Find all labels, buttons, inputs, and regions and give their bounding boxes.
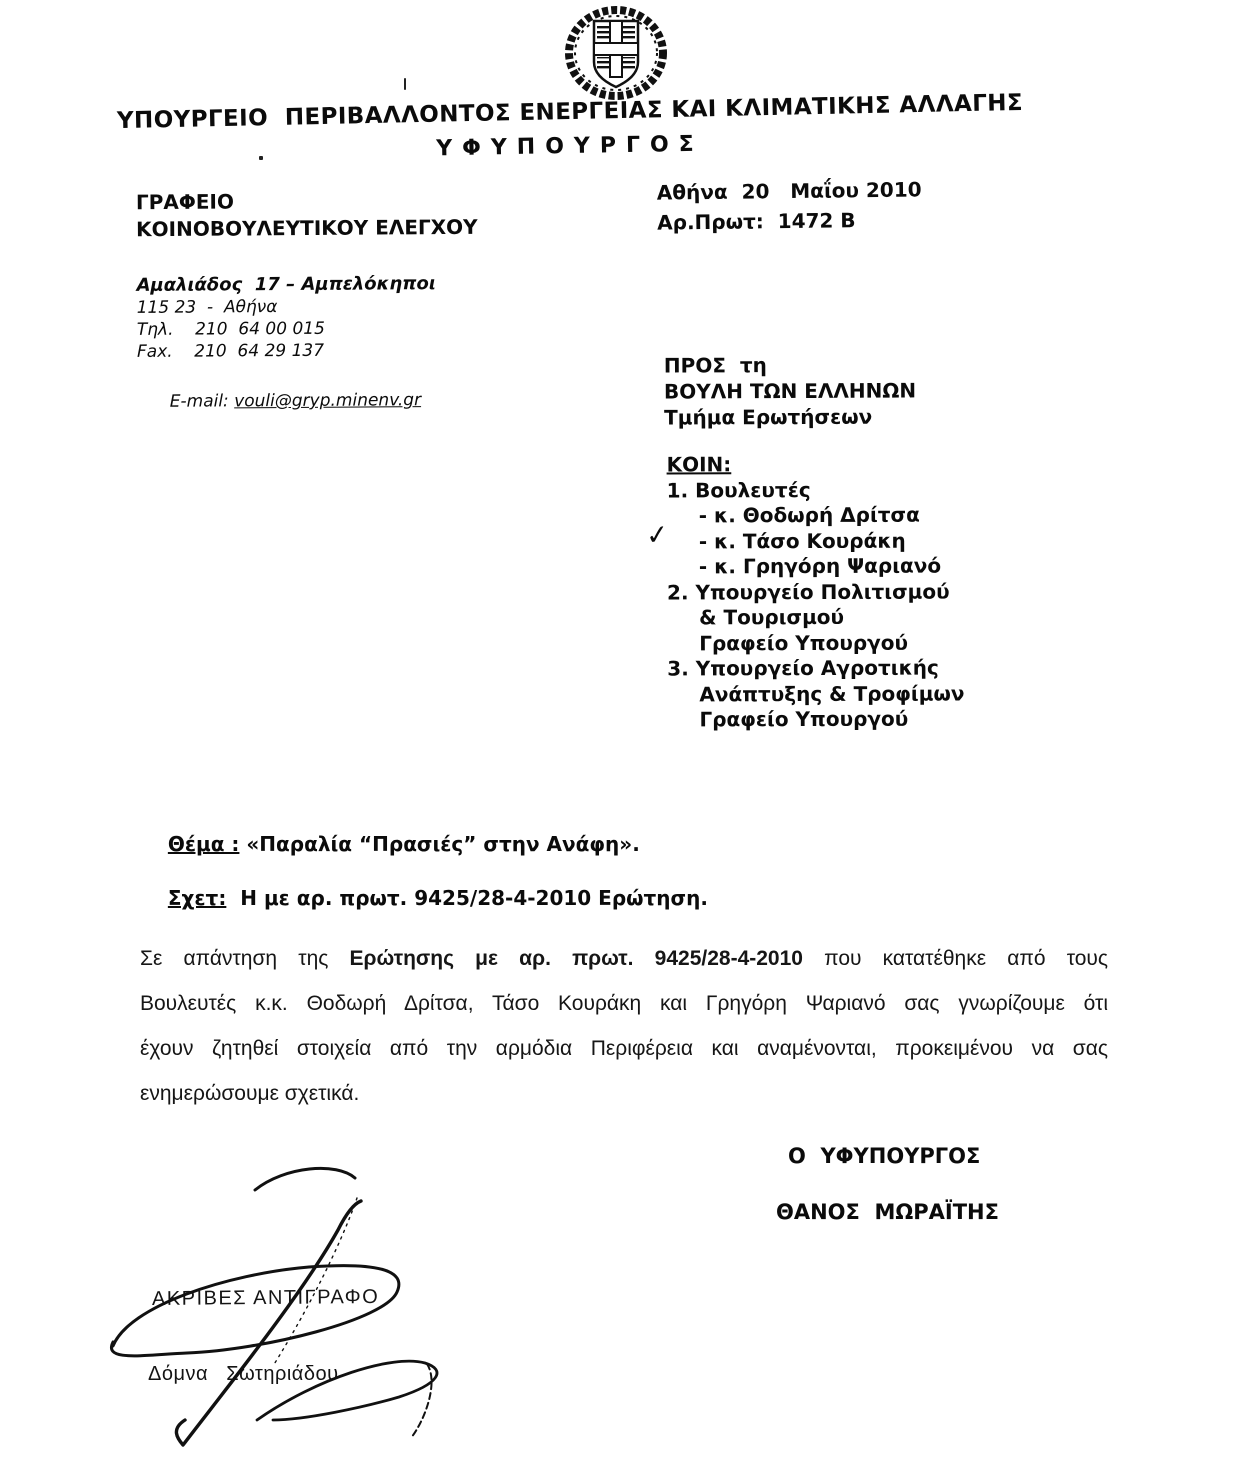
phone-line: Τηλ. 210 64 00 015 [136,318,325,340]
recipient-department: Τμήμα Ερωτήσεων [664,404,873,430]
address-street: Αμαλιάδος 17 – Αμπελόκηποι [136,273,436,296]
cc-item: 2. Υπουργείο Πολιτισμού [666,578,950,604]
body-line: έχουν ζητηθεί στοιχεία από την αρμόδια Περιφέρεια και αναμένονται, προκειμένου να σας [140,1037,1108,1060]
cc-item: 1. Βουλευτές [666,477,811,502]
address-city: 115 23 - Αθήνα [136,297,278,318]
date-protocol-block [657,174,922,237]
deputy-minister-header: ΥΦΥΠΟΥΡΓΟΣ [436,131,704,162]
cc-item: Ανάπτυξης & Τροφίμων [699,680,965,706]
email-address: vouli@gryp.minenv.gr [234,390,422,412]
cc-item: Γραφείο Υπουργού [699,630,909,655]
signer-name: ΘΑΝΟΣ ΜΩΡΑΪΤΗΣ [776,1200,999,1224]
handwritten-checkmark-icon: ✓ [644,518,671,553]
cc-block [648,451,965,733]
body-paragraph [140,936,1108,1116]
reference-line [140,862,708,934]
recipient-block [664,351,916,430]
fax-line: Fax. 210 64 29 137 [136,340,325,362]
reference-text: Η με αρ. πρωτ. 9425/28-4-2010 Ερώτηση. [226,886,708,910]
reference-label: Σχετ: [167,886,227,910]
signer-title: Ο ΥΦΥΠΟΥΡΓΟΣ [788,1144,981,1168]
body-line: Βουλευτές κ.κ. Θοδωρή Δρίτσα, Τάσο Κουράκη και Γρηγόρη Ψαριανό σας γνωρίζουμε ότι [140,992,1108,1015]
ministry-header: ΥΠΟΥΡΓΕΙΟ ΠΕΡΙΒΑΛΛΟΝΤΟΣ ΕΝΕΡΓΕΙΑΣ ΚΑΙ ΚΛΙΜΑΤΙΚΗΣ ΑΛΛΑΓΗΣ [116,89,1024,135]
protocol-line: Αρ.Πρωτ: 1472 Β [657,208,856,235]
email-line [137,367,437,435]
scan-artifact [404,78,406,90]
body-text: που κατατέθηκε από τους [802,947,1108,970]
certified-copy-text: ΑΚΡΙΒΕΣ ΑΝΤΙΓΡΑΦΟ [151,1286,380,1310]
office-block [136,187,478,243]
body-bold-reference: Ερώτησης με αρ. πρωτ. 9425/28-4-2010 [349,947,803,970]
greek-national-emblem-icon [560,6,672,100]
cc-item: & Τουρισμού [699,604,845,630]
cc-item: Γραφείο Υπουργού [699,706,909,732]
body-line: ενημερώσουμε σχετικά. [140,1082,360,1105]
office-line-1: ΓΡΑΦΕΙΟ [135,189,234,215]
date-line: Αθήνα 20 Μαΐου 2010 [656,177,922,205]
recipient-name: ΒΟΥΛΗ ΤΩΝ ΕΛΛΗΝΩΝ [663,378,917,404]
contact-block [137,273,437,435]
body-text: Σε απάντηση της [140,947,350,970]
cc-item: 3. Υπουργείο Αγροτικής [667,655,939,681]
recipient-to: ΠΡΟΣ τη [663,353,767,378]
cc-item: - κ. Τάσο Κουράκη [698,528,906,553]
cc-item: - κ. Γρηγόρη Ψαριανό [698,553,942,579]
certifier-name: Δόμνα Σωτηριάδου [148,1363,339,1385]
office-line-2: ΚΟΙΝΟΒΟΥΛΕΥΤΙΚΟΥ ΕΛΕΓΧΟΥ [136,214,478,242]
cc-heading: ΚΟΙΝ: [666,452,732,477]
email-label: E-mail: [169,391,235,412]
subject-label: Θέμα : [167,832,240,856]
cc-item: - κ. Θοδωρή Δρίτσα [698,502,920,528]
scan-artifact [259,156,263,160]
body-line [140,936,1108,981]
handwritten-signature-icon [95,1158,495,1458]
subject-text: «Παραλία “Πρασιές” στην Ανάφη». [239,832,640,856]
